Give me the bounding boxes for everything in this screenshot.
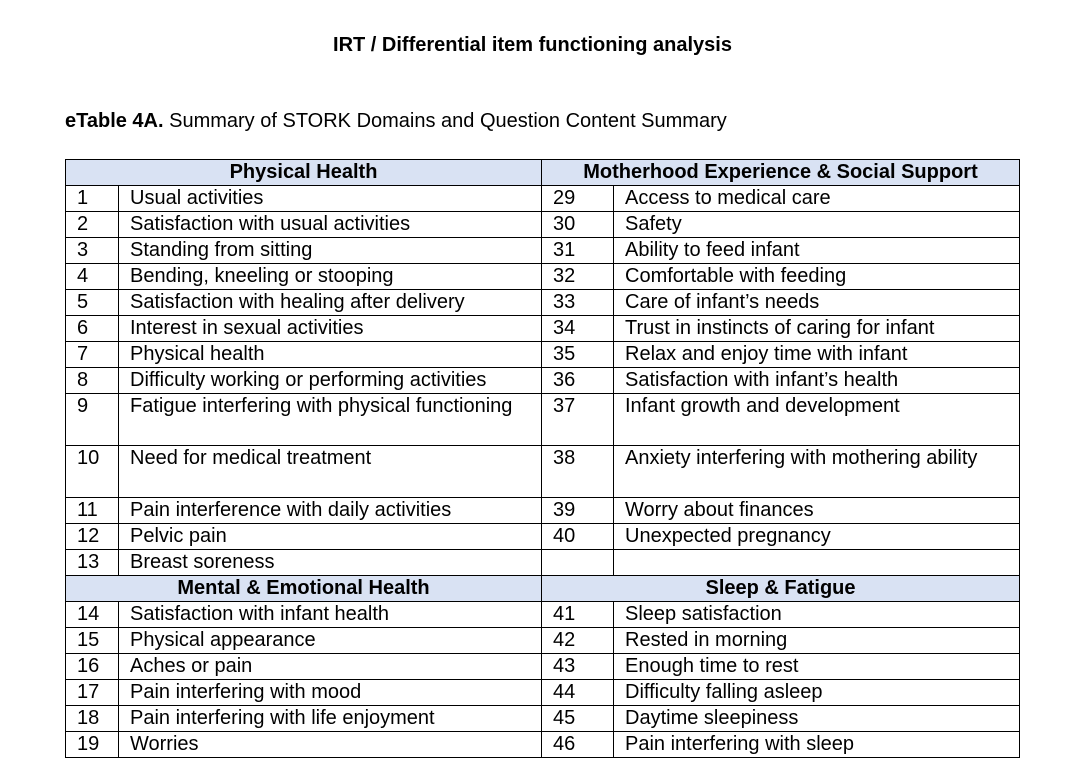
item-number-right: 36 bbox=[542, 368, 614, 394]
table-row bbox=[66, 602, 1020, 628]
item-content-left: Difficulty working or performing activities bbox=[119, 368, 542, 394]
item-number-right: 30 bbox=[542, 212, 614, 238]
domain-header-row bbox=[66, 160, 1020, 186]
item-number-right: 43 bbox=[542, 654, 614, 680]
item-content-right: Pain interfering with sleep bbox=[614, 732, 1020, 758]
item-content-right: Worry about finances bbox=[614, 498, 1020, 524]
domain-heading-left: Mental & Emotional Health bbox=[66, 576, 542, 602]
item-number-left: 12 bbox=[66, 524, 119, 550]
item-content-left: Aches or pain bbox=[119, 654, 542, 680]
item-content-left: Bending, kneeling or stooping bbox=[119, 264, 542, 290]
item-content-left: Satisfaction with healing after delivery bbox=[119, 290, 542, 316]
table-row bbox=[66, 654, 1020, 680]
item-content-right: Comfortable with feeding bbox=[614, 264, 1020, 290]
item-content-right: Trust in instincts of caring for infant bbox=[614, 316, 1020, 342]
item-number-left: 14 bbox=[66, 602, 119, 628]
item-content-right: Sleep satisfaction bbox=[614, 602, 1020, 628]
item-number-left: 17 bbox=[66, 680, 119, 706]
item-content-left: Satisfaction with infant health bbox=[119, 602, 542, 628]
item-content-left: Fatigue interfering with physical functioning bbox=[119, 394, 542, 446]
item-content-left: Physical appearance bbox=[119, 628, 542, 654]
stork-domains-table bbox=[65, 159, 1020, 758]
table-row bbox=[66, 498, 1020, 524]
domain-heading-right: Sleep & Fatigue bbox=[542, 576, 1020, 602]
table-row bbox=[66, 368, 1020, 394]
domain-heading-right: Motherhood Experience & Social Support bbox=[542, 160, 1020, 186]
item-number-right: 31 bbox=[542, 238, 614, 264]
table-row bbox=[66, 680, 1020, 706]
table-row bbox=[66, 186, 1020, 212]
item-number-left: 7 bbox=[66, 342, 119, 368]
item-content-right: Safety bbox=[614, 212, 1020, 238]
table-row bbox=[66, 550, 1020, 576]
item-content-left: Standing from sitting bbox=[119, 238, 542, 264]
item-content-right: Care of infant’s needs bbox=[614, 290, 1020, 316]
item-number-right: 33 bbox=[542, 290, 614, 316]
item-content-right: Access to medical care bbox=[614, 186, 1020, 212]
item-content-left: Satisfaction with usual activities bbox=[119, 212, 542, 238]
item-number-left: 4 bbox=[66, 264, 119, 290]
table-row bbox=[66, 394, 1020, 446]
item-content-left: Pain interfering with life enjoyment bbox=[119, 706, 542, 732]
item-number-right: 34 bbox=[542, 316, 614, 342]
table-row bbox=[66, 264, 1020, 290]
item-number-right: 42 bbox=[542, 628, 614, 654]
item-content-left: Physical health bbox=[119, 342, 542, 368]
item-content-right: Infant growth and development bbox=[614, 394, 1020, 446]
item-content-left: Pelvic pain bbox=[119, 524, 542, 550]
domain-header-row bbox=[66, 576, 1020, 602]
item-content-right: Relax and enjoy time with infant bbox=[614, 342, 1020, 368]
table-row bbox=[66, 212, 1020, 238]
item-number-left: 19 bbox=[66, 732, 119, 758]
table-body bbox=[66, 160, 1020, 758]
table-caption bbox=[65, 110, 727, 133]
item-number-right: 37 bbox=[542, 394, 614, 446]
item-number-left: 6 bbox=[66, 316, 119, 342]
item-content-right: Ability to feed infant bbox=[614, 238, 1020, 264]
item-number-right: 35 bbox=[542, 342, 614, 368]
item-content-right: Enough time to rest bbox=[614, 654, 1020, 680]
item-number-right: 41 bbox=[542, 602, 614, 628]
item-content-right: Rested in morning bbox=[614, 628, 1020, 654]
item-number-right: 32 bbox=[542, 264, 614, 290]
item-content-right: Daytime sleepiness bbox=[614, 706, 1020, 732]
table-row bbox=[66, 290, 1020, 316]
item-number-left: 13 bbox=[66, 550, 119, 576]
item-number-right: 46 bbox=[542, 732, 614, 758]
item-content-left: Pain interference with daily activities bbox=[119, 498, 542, 524]
item-number-left: 5 bbox=[66, 290, 119, 316]
item-content-right: Unexpected pregnancy bbox=[614, 524, 1020, 550]
item-number-left: 3 bbox=[66, 238, 119, 264]
table-caption-text: Summary of STORK Domains and Question Content Summary bbox=[163, 110, 727, 132]
item-content-left: Pain interfering with mood bbox=[119, 680, 542, 706]
item-content-left: Usual activities bbox=[119, 186, 542, 212]
item-content-left: Interest in sexual activities bbox=[119, 316, 542, 342]
item-number-left: 9 bbox=[66, 394, 119, 446]
item-content-left: Worries bbox=[119, 732, 542, 758]
domain-heading-left: Physical Health bbox=[66, 160, 542, 186]
item-number-right: 44 bbox=[542, 680, 614, 706]
item-number-left: 8 bbox=[66, 368, 119, 394]
item-content-right: Difficulty falling asleep bbox=[614, 680, 1020, 706]
item-number-left: 2 bbox=[66, 212, 119, 238]
table-row bbox=[66, 238, 1020, 264]
table-row bbox=[66, 524, 1020, 550]
table-row bbox=[66, 628, 1020, 654]
item-number-right: 45 bbox=[542, 706, 614, 732]
table-row bbox=[66, 316, 1020, 342]
item-number-left: 1 bbox=[66, 186, 119, 212]
item-number-left: 11 bbox=[66, 498, 119, 524]
item-number-left: 10 bbox=[66, 446, 119, 498]
table-row bbox=[66, 446, 1020, 498]
item-content-left: Breast soreness bbox=[119, 550, 542, 576]
item-content-left: Need for medical treatment bbox=[119, 446, 542, 498]
item-number-left: 15 bbox=[66, 628, 119, 654]
item-number-right: 40 bbox=[542, 524, 614, 550]
table-row bbox=[66, 732, 1020, 758]
item-content-right bbox=[614, 550, 1020, 576]
page-title: IRT / Differential item functioning analysis bbox=[333, 34, 732, 56]
item-content-right: Anxiety interfering with mothering ability bbox=[614, 446, 1020, 498]
table-caption-label: eTable 4A. bbox=[65, 110, 164, 132]
item-number-right: 38 bbox=[542, 446, 614, 498]
item-number-right: 39 bbox=[542, 498, 614, 524]
item-number-left: 16 bbox=[66, 654, 119, 680]
item-number-right bbox=[542, 550, 614, 576]
table-row bbox=[66, 342, 1020, 368]
table-row bbox=[66, 706, 1020, 732]
item-content-right: Satisfaction with infant’s health bbox=[614, 368, 1020, 394]
item-number-right: 29 bbox=[542, 186, 614, 212]
item-number-left: 18 bbox=[66, 706, 119, 732]
